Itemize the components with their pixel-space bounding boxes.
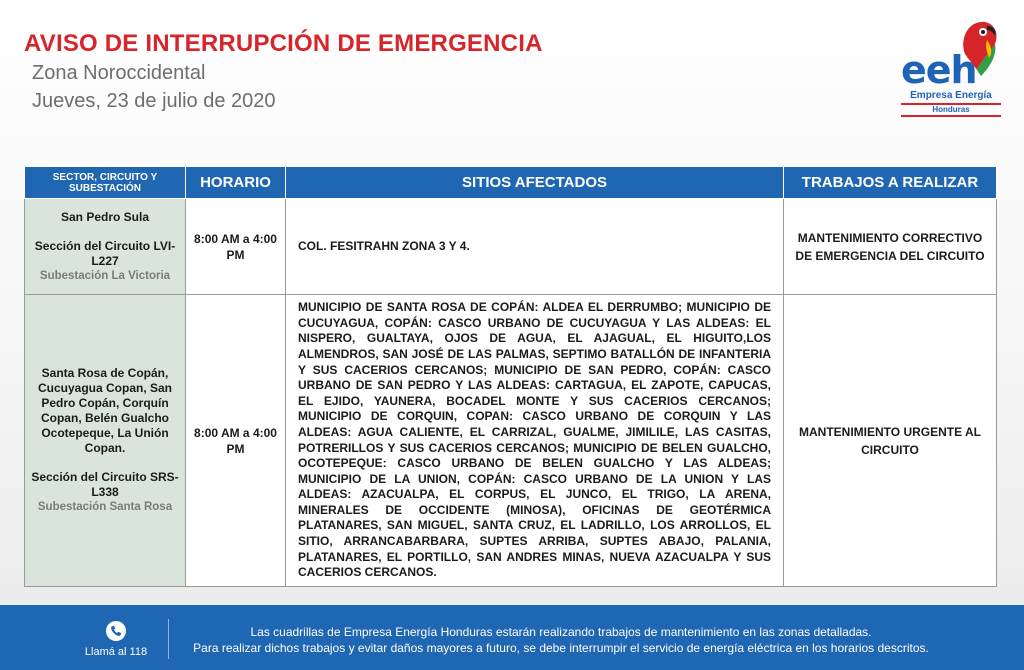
col-header-sitios: SITIOS AFECTADOS	[286, 167, 784, 199]
footer-line-1: Las cuadrillas de Empresa Energía Honduras estarán realizando trabajos de mantenimiento en las zonas detalladas.	[250, 625, 872, 639]
col-header-sector: SECTOR, CIRCUITO Y SUBESTACIÓN	[25, 167, 186, 199]
col-header-trabajos: TRABAJOS A REALIZAR	[784, 167, 997, 199]
schedule-cell: 8:00 AM a 4:00 PM	[186, 199, 286, 295]
work-cell: MANTENIMIENTO CORRECTIVO DE EMERGENCIA DEL CIRCUITO	[784, 199, 997, 295]
table-row	[25, 199, 997, 295]
eeh-logo	[895, 18, 1005, 118]
circuit-name: Sección del Circuito SRS-L338	[31, 470, 179, 499]
date-label: Jueves, 23 de julio de 2020	[32, 90, 276, 112]
zone-label: Zona Noroccidental	[32, 62, 206, 84]
logo-company-name: Empresa Energía	[910, 90, 992, 101]
phone-icon[interactable]	[106, 621, 126, 641]
affected-sites-cell: MUNICIPIO DE SANTA ROSA DE COPÁN: ALDEA EL DERRUMBO; MUNICIPIO DE CUCUYAGUA, COPÁN: CASCO URBANO DE CUCUYAGUA Y LAS ALDEAS: EL NISPERO, GUALTAYA, OJOS DE AGUA, EL AJAGUAL, EL HIGUITO,LOS ALMENDROS, SAN JOSÉ DE LAS PALMAS, SEPTIMO BATALLÓN DE INFANTERIA Y SUS CACERIOS CERCANOS; MUNICIPIO DE SAN PEDRO, COPÁN: CASCO URBANO DE SAN PEDRO Y LAS ALDEAS: CARTAGUA, EL ZAPOTE, CAPUCAS, EL EJIDO, YAUNERA, BOCADEL MONTE Y SUS CACERIOS CERCANOS; MUNICIPIO DE CORQUIN, COPAN: CASCO URBANO DE CORQUIN Y LAS ALDEAS: AGUA CALIENTE, EL CARRIZAL, GUALME, JIMILILE, LAS CASITAS, POTRERILLOS Y SUS CACERIOS CERCANOS; MUNICIPIO DE BELEN GUALCHO, OCOTEPEQUE: CASCO URBANO DE BELEN GUALCHO Y LAS ALDEAS; MUNICIPIO DE LA UNION, COPÁN: CASCO URBANO DE LA UNION Y LAS ALDEAS: AZACUALPA, EL CORPUS, EL JUNCO, EL TRIGO, LA ARENA, MINERALES DE OCCIDENTE (MINOSA), OFICINAS DE GEOTÉRMICA PLATANARES, SAN MIGUEL, SANTA CRUZ, EL LADRILLO, LOS ARROLLOS, EL SITIO, ARRANCABARBARA, SUPTES ARRIBA, SUPTES ABAJO, PALANIA, PLATANARES, EL PORTILLO, SAN ANDRES MINAS, NUEVA AZACUALPA Y SUS CACERIOS CERCANOS.	[286, 295, 784, 587]
table-row	[25, 295, 997, 587]
table-header-row	[25, 167, 997, 199]
sector-name: San Pedro Sula	[60, 209, 150, 224]
work-cell: MANTENIMIENTO URGENTE AL CIRCUITO	[784, 295, 997, 587]
footer-message	[176, 624, 946, 656]
col-header-horario: HORARIO	[186, 167, 286, 199]
sector-cell	[25, 199, 186, 295]
footer-divider	[168, 619, 169, 659]
outage-table	[24, 166, 997, 587]
footer-bar	[0, 605, 1024, 670]
header	[0, 0, 1024, 160]
sector-cell	[25, 295, 186, 587]
substation-name: Subestación Santa Rosa	[37, 501, 173, 513]
sector-name: Santa Rosa de Copán, Cucuyagua Copan, San Pedro Copán, Corquín Copan, Belén Gualcho Ocotepeque, La Unión Copan.	[37, 366, 173, 455]
page-title: AVISO DE INTERRUPCIÓN DE EMERGENCIA	[24, 30, 543, 57]
circuit-name: Sección del Circuito LVI-L227	[34, 238, 176, 268]
affected-sites-cell: COL. FESITRAHN ZONA 3 Y 4.	[286, 199, 784, 295]
substation-name: Subestación La Victoria	[39, 269, 171, 282]
logo-wordmark: eeh	[901, 48, 977, 92]
footer-line-2: Para realizar dichos trabajos y evitar daños mayores a futuro, se debe interrumpir el servicio de energía eléctrica en los horarios descritos.	[193, 641, 929, 655]
schedule-cell: 8:00 AM a 4:00 PM	[186, 295, 286, 587]
phone-label: Llamá al 118	[84, 646, 148, 658]
logo-country: Honduras	[901, 103, 1001, 117]
